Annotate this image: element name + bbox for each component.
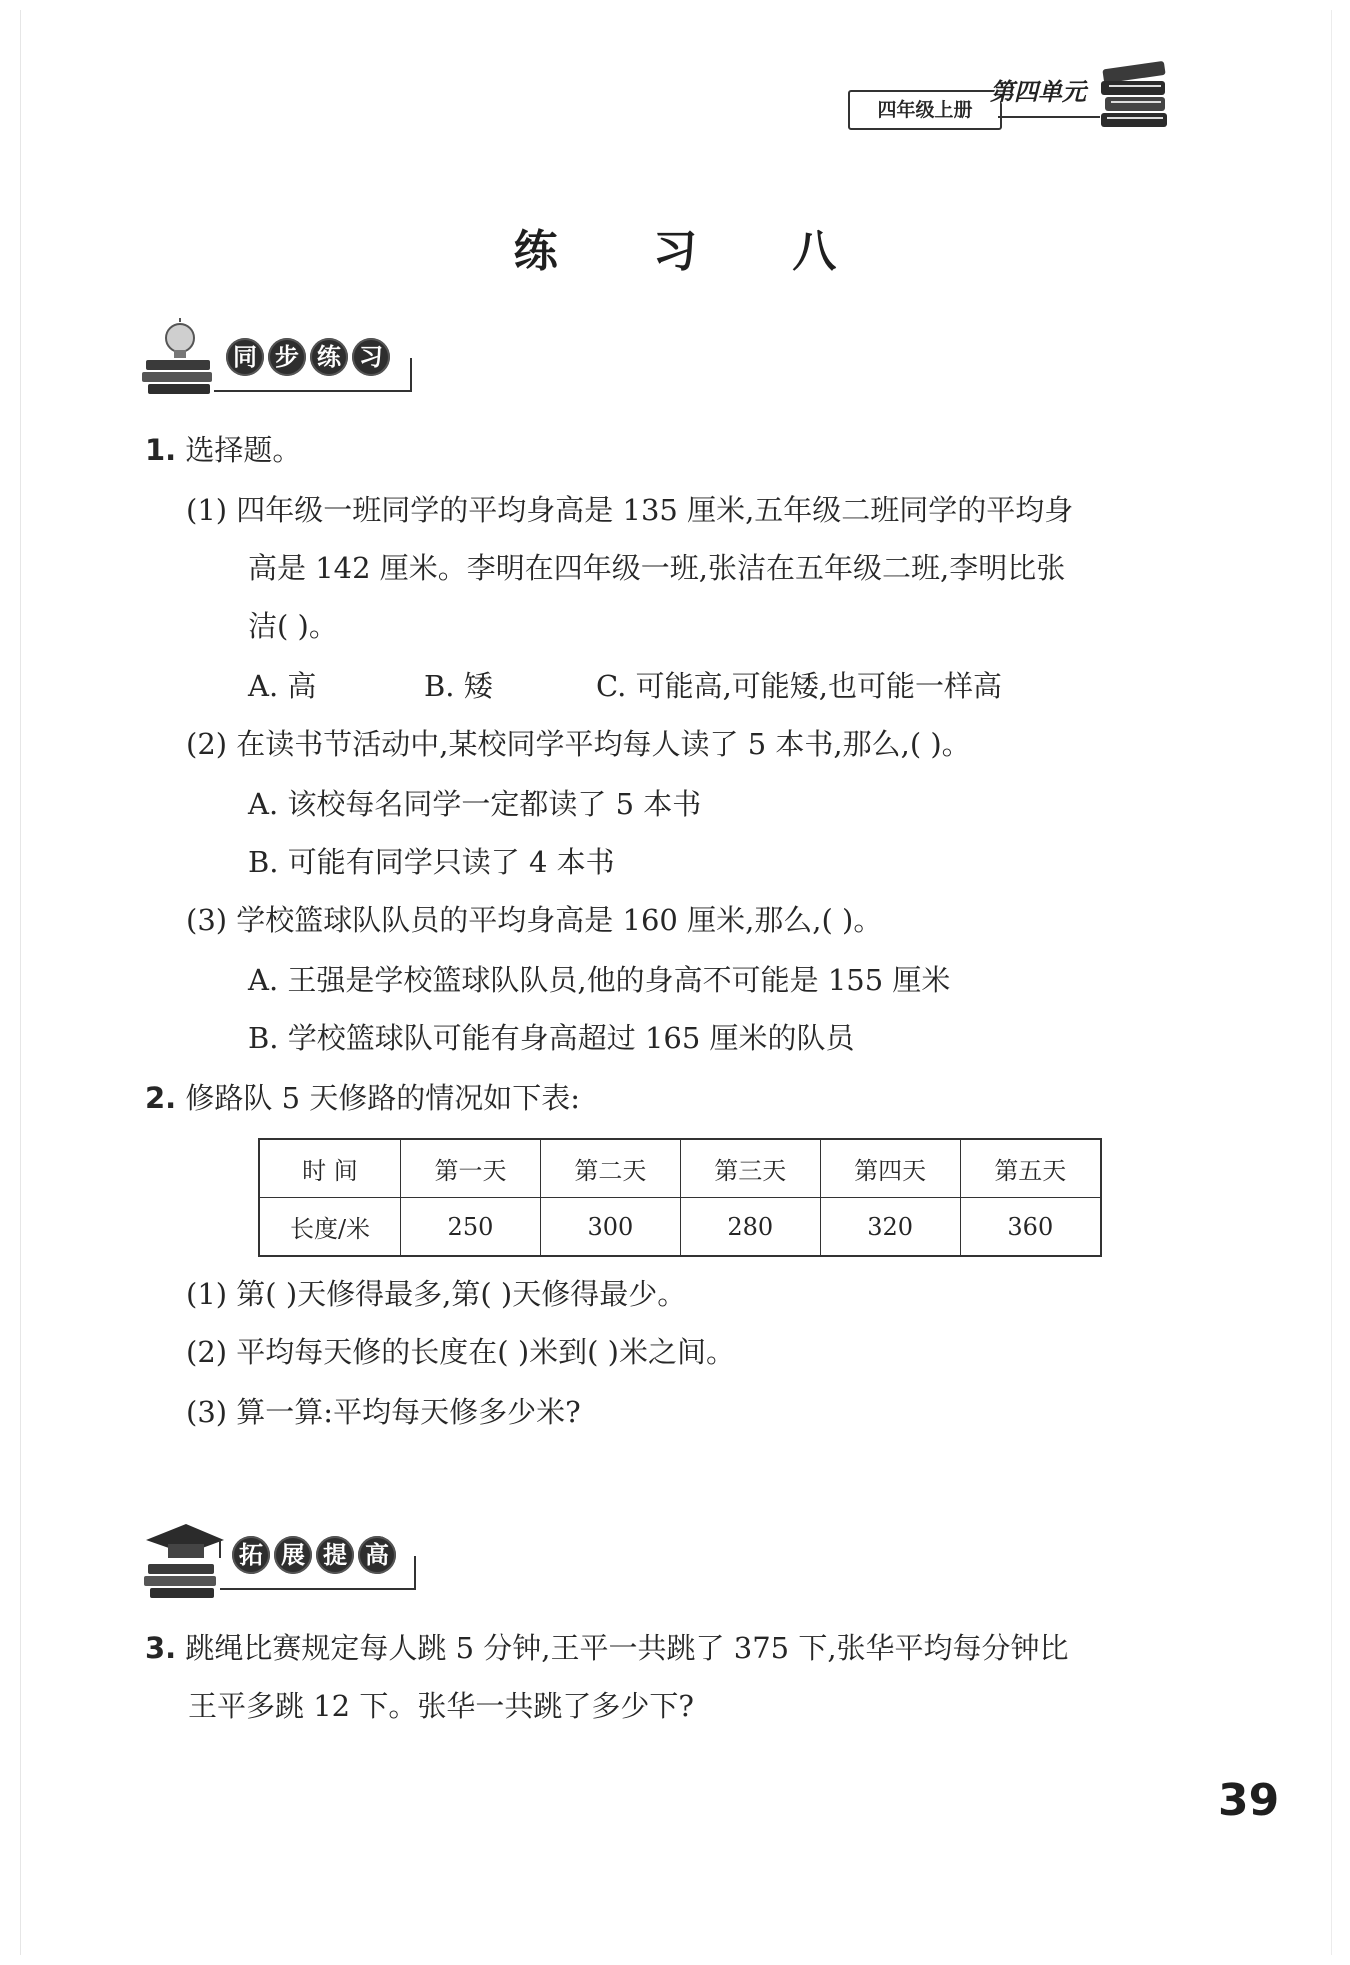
badge-char: 拓 [232,1536,270,1574]
grade-label: 四年级上册 [848,90,1002,130]
badge-underline [414,1556,416,1590]
question-text-line2: 王平多跳 12 下。张华一共跳了多少下? [188,1689,694,1723]
q1-sub3: (3) 学校篮球队队员的平均身高是 160 厘米,那么,( )。 [186,903,883,937]
table-cell: 300 [540,1198,680,1257]
question-number: 2. [145,1081,177,1115]
q1-sub1-line3: 洁( )。 [248,609,338,643]
books-icon [1095,55,1175,135]
question-text: 修路队 5 天修路的情况如下表: [185,1081,581,1115]
q1-sub1-option-a: A. 高 [248,669,317,703]
table-cell: 320 [820,1198,960,1257]
header-rule [998,116,1100,118]
badge-char: 高 [358,1536,396,1574]
badge-char: 练 [310,338,348,376]
table-header-cell: 第二天 [540,1139,680,1198]
question-number: 3. [145,1631,177,1665]
table-row-label: 长度/米 [259,1198,401,1257]
badge-char: 同 [226,338,264,376]
question-3 [145,1628,1069,1668]
badge-underline [220,1588,416,1590]
question-2 [145,1078,580,1118]
badge-underline [214,390,412,392]
table-cell: 280 [680,1198,820,1257]
question-text-line1: 跳绳比赛规定每人跳 5 分钟,王平一共跳了 375 下,张华平均每分钟比 [185,1631,1069,1665]
q1-sub3-option-a: A. 王强是学校篮球队队员,他的身高不可能是 155 厘米 [248,963,951,997]
q1-sub2: (2) 在读书节活动中,某校同学平均每人读了 5 本书,那么,( )。 [186,727,971,761]
q2-sub3: (3) 算一算:平均每天修多少米? [186,1395,581,1429]
badge-char: 习 [352,338,390,376]
table-row [259,1198,1101,1257]
q1-sub1-line1: (1) 四年级一班同学的平均身高是 135 厘米,五年级二班同学的平均身 [186,493,1074,527]
table-cell: 360 [960,1198,1101,1257]
page-number: 39 [1218,1775,1280,1826]
lightbulb-books-icon [140,316,218,400]
q2-sub1: (1) 第( )天修得最多,第( )天修得最少。 [186,1277,687,1311]
q1-sub3-option-b: B. 学校篮球队可能有身高超过 165 厘米的队员 [248,1021,855,1055]
graduation-cap-books-icon [140,1518,226,1602]
page-title: 练 习 八 [513,226,877,277]
q2-sub2: (2) 平均每天修的长度在( )米到( )米之间。 [186,1335,735,1369]
table-header-cell: 第三天 [680,1139,820,1198]
table-header-cell: 第五天 [960,1139,1101,1198]
question-text: 选择题。 [185,433,302,467]
q1-sub1-option-c: C. 可能高,可能矮,也可能一样高 [596,669,1003,703]
q1-sub1-line2: 高是 142 厘米。李明在四年级一班,张洁在五年级二班,李明比张 [248,551,1066,585]
table-header-cell: 第一天 [401,1139,541,1198]
q1-sub1-option-b: B. 矮 [424,669,493,703]
question-number: 1. [145,433,177,467]
table-header-cell: 时 间 [259,1139,401,1198]
table-cell: 250 [401,1198,541,1257]
badge-char: 展 [274,1536,312,1574]
q1-sub2-option-a: A. 该校每名同学一定都读了 5 本书 [248,787,702,821]
table-header-cell: 第四天 [820,1139,960,1198]
badge-underline [410,358,412,392]
question-1 [145,430,301,470]
table-header-row [259,1139,1101,1198]
road-repair-table [258,1138,1102,1257]
q1-sub2-option-b: B. 可能有同学只读了 4 本书 [248,845,615,879]
unit-label: 第四单元 [990,78,1086,106]
badge-char: 步 [268,338,306,376]
badge-char: 提 [316,1536,354,1574]
